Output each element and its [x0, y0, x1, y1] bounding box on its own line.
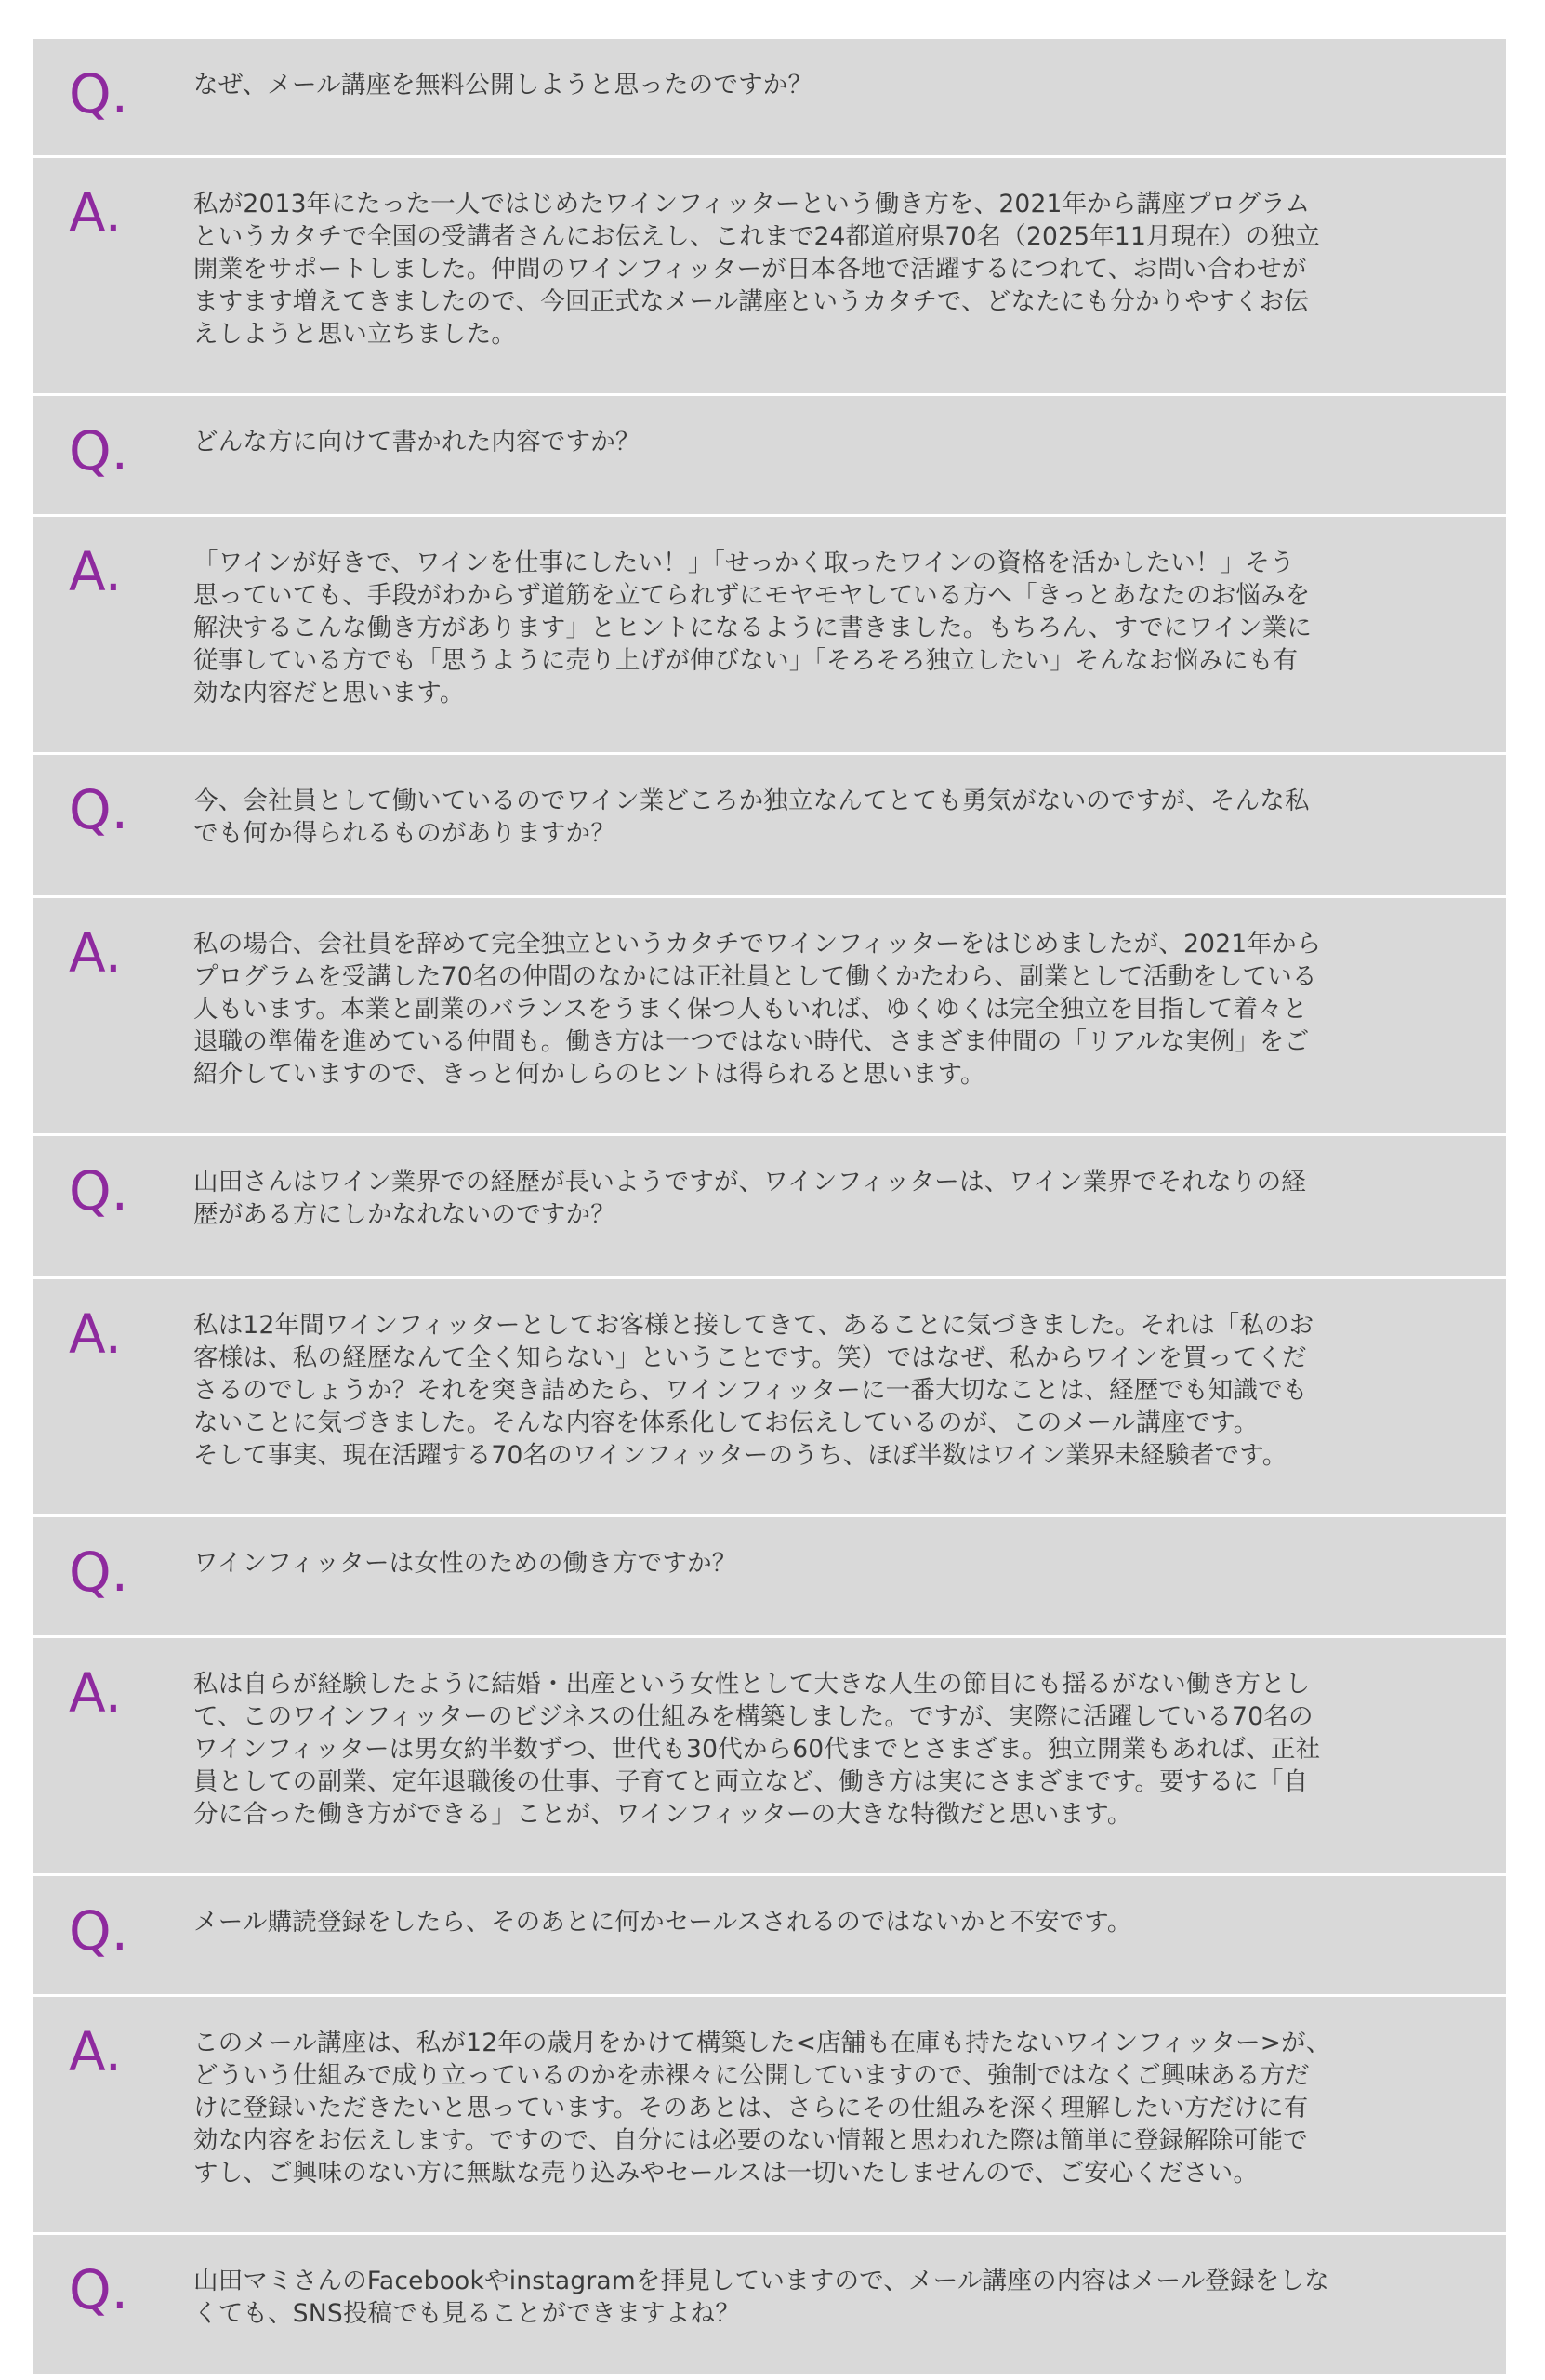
- faq-answer-4: [33, 1279, 1506, 1517]
- question-text: 山田さんはワイン業界での経歴が長いようですが、ワインフィッターは、ワイン業界でそれなりの経 歴がある方にしかなれないのですか？: [193, 1168, 1306, 1229]
- answer-text: 私が2013年にたった一人ではじめたワインフィッターという働き方を、2021年から講座プログラム というカタチで全国の受講者さんにお伝えし、これまで24都道府県70名（2025年11月現在）の独立 開業をサポートしました。仲間のワインフィッターが日本各地で活躍するにつれて、お問い合わせが ますます増えてきましたので、今回正式なメール講座というカタチで、どなたにも分かりやすくお伝 えしようと思い立ちました。: [193, 190, 1320, 349]
- faq-list: [33, 39, 1506, 2374]
- question-text: 今、会社員として働いているのでワイン業どころか独立なんてとても勇気がないのですが、そんな私 でも何か得られるものがありますか？: [193, 787, 1310, 848]
- answer-mark-label: A.: [69, 2020, 123, 2083]
- answer-mark-label: A.: [69, 540, 123, 603]
- question-text: なぜ、メール講座を無料公開しようと思ったのですか？: [193, 71, 813, 99]
- question-mark-label: Q.: [69, 1540, 129, 1604]
- faq-question-5: [33, 1517, 1506, 1638]
- faq-question-1: [33, 39, 1506, 158]
- question-mark-label: Q.: [69, 419, 129, 483]
- answer-mark-label: A.: [69, 181, 123, 245]
- question-text: 山田マミさんのFacebookやinstagramを拝見していますので、メール講座の内容はメール登録をしな くても、SNS投稿でも見ることができますよね？: [193, 2267, 1329, 2328]
- question-mark-label: Q.: [69, 62, 129, 126]
- faq-answer-1: [33, 158, 1506, 396]
- question-text: どんな方に向けて書かれた内容ですか？: [193, 428, 640, 456]
- question-text: ワインフィッターは女性のための働き方ですか？: [193, 1549, 737, 1578]
- answer-text: 私の場合、会社員を辞めて完全独立というカタチでワインフィッターをはじめましたが、2021年から プログラムを受講した70名の仲間のなかには正社員として働くかたわら、副業として活動をしている 人もいます。本業と副業のバランスをうまく保つ人もいれば、ゆくゆくは完全独立を目指して着々と 退職の準備を進めている仲間も。働き方は一つではない時代、さまざま仲間の「リアルな実例」をご 紹介していますので、きっと何かしらのヒントは得られると思います。: [193, 930, 1322, 1089]
- answer-text: このメール講座は、私が12年の歳月をかけて構築した<店舗も在庫も持たないワインフィッター>が、 どういう仕組みで成り立っているのかを赤裸々に公開していますので、強制ではなくご興味ある方だ けに登録いただきたいと思っています。そのあとは、さらにその仕組みを深く理解したい方だけに有 効な内容をお伝えします。ですので、自分には必要のない情報と思われた際は簡単に登録解除可能で すし、ご興味のない方に無駄な売り込みやセールスは一切いたしませんので、ご安心ください。: [193, 2029, 1331, 2188]
- question-mark-label: Q.: [69, 1159, 129, 1223]
- question-mark-label: Q.: [69, 778, 129, 841]
- question-mark-label: Q.: [69, 1899, 129, 1963]
- faq-answer-6: [33, 1997, 1506, 2235]
- answer-mark-label: A.: [69, 921, 123, 985]
- faq-question-2: [33, 396, 1506, 517]
- question-mark-label: Q.: [69, 2258, 129, 2321]
- answer-mark-label: A.: [69, 1302, 123, 1366]
- faq-question-6: [33, 1876, 1506, 1997]
- faq-answer-2: [33, 517, 1506, 755]
- faq-question-3: [33, 755, 1506, 898]
- faq-answer-5: [33, 1638, 1506, 1876]
- answer-mark-label: A.: [69, 1661, 123, 1725]
- faq-question-4: [33, 1136, 1506, 1279]
- answer-text: 「ワインが好きで、ワインを仕事にしたい！」「せっかく取ったワインの資格を活かしたい！」そう 思っていても、手段がわからず道筋を立てられずにモヤモヤしている方へ「きっとあなたのお悩みを 解決するこんな働き方があります」とヒントになるように書きました。もちろん、すでにワイン業に 従事している方でも「思うように売り上げが伸びない」「そろそろ独立したい」そんなお悩みにも有 効な内容だと思います。: [193, 549, 1313, 707]
- answer-text: 私は自らが経験したように結婚・出産という女性として大きな人生の節目にも揺るがない働き方とし て、このワインフィッターのビジネスの仕組みを構築しました。ですが、実際に活躍している70名の ワインフィッターは男女約半数ずつ、世代も30代から60代までとさまざま。独立開業もあれば、正社 員としての副業、定年退職後の仕事、子育てと両立など、働き方は実にさまざまです。要するに「自 分に合った働き方ができる」ことが、ワインフィッターの大きな特徴だと思います。: [193, 1670, 1321, 1829]
- question-text: メール購読登録をしたら、そのあとに何かセールスされるのではないかと不安です。: [193, 1908, 1132, 1937]
- faq-answer-3: [33, 898, 1506, 1136]
- faq-question-7: [33, 2235, 1506, 2374]
- answer-text: 私は12年間ワインフィッターとしてお客様と接してきて、あることに気づきました。それは「私のお 客様は、私の経歴なんて全く知らない」ということです。笑）ではなぜ、私からワインを買ってくだ さるのでしょうか？それを突き詰めたら、ワインフィッターに一番大切なことは、経歴でも知識でも ないことに気づきました。そんな内容を体系化してお伝えしているのが、このメール講座です。 そして事実、現在活躍する70名のワインフィッターのうち、ほぼ半数はワイン業界未経験者です。: [193, 1311, 1314, 1470]
